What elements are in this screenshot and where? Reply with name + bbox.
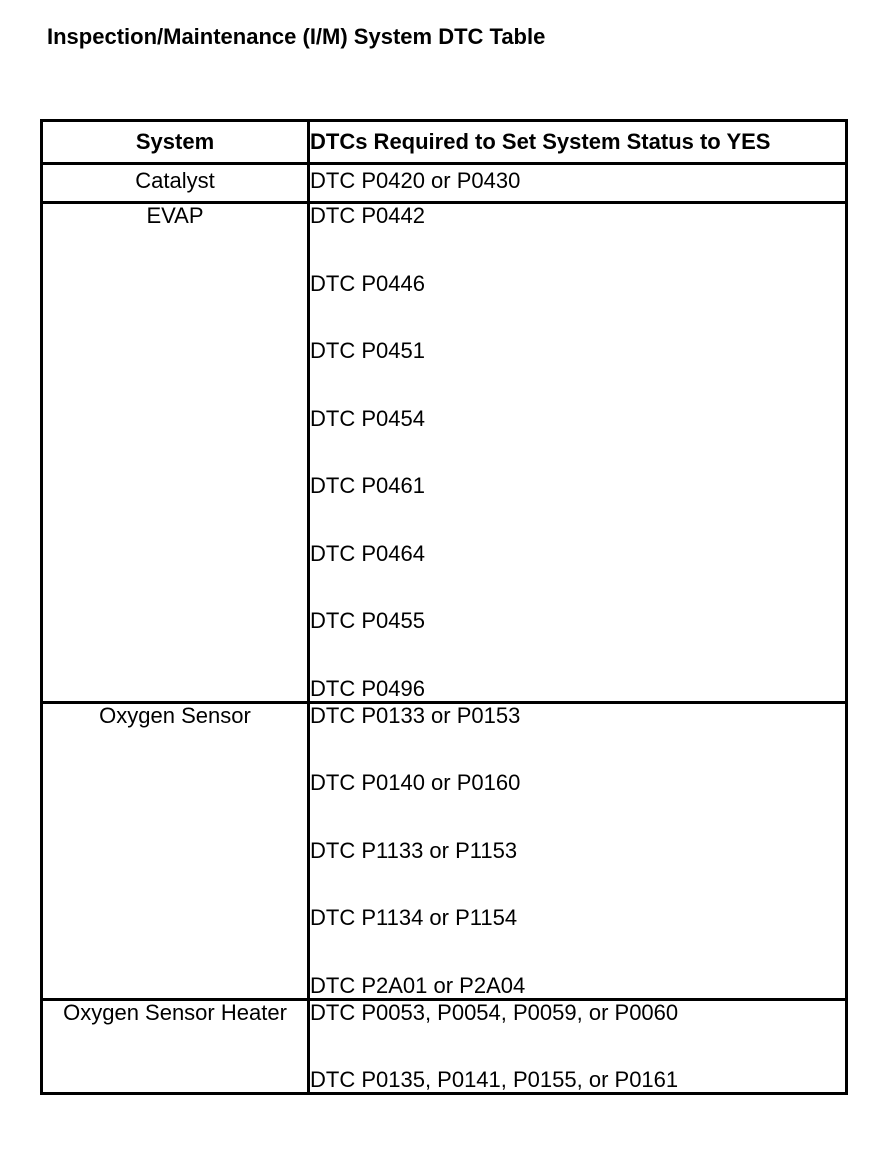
dtc-cell — [309, 702, 847, 999]
dtc-cell — [309, 164, 847, 203]
system-cell: EVAP — [42, 203, 309, 703]
column-header-dtcs: DTCs Required to Set System Status to YES — [309, 121, 847, 164]
dtc-entry: DTC P0455 — [310, 608, 425, 633]
system-cell: Oxygen Sensor Heater — [42, 999, 309, 1094]
dtc-entry: DTC P0420 or P0430 — [310, 168, 521, 193]
system-cell: Oxygen Sensor — [42, 702, 309, 999]
dtc-entry: DTC P0496 — [310, 675, 425, 701]
dtc-cell — [309, 203, 847, 703]
dtc-table — [40, 119, 848, 1095]
table-row-evap — [42, 203, 847, 703]
dtc-entry: DTC P0442 — [310, 203, 425, 228]
dtc-entry: DTC P1134 or P1154 — [310, 905, 518, 930]
table-header-row — [42, 121, 847, 164]
table-row-catalyst — [42, 164, 847, 203]
dtc-entry: DTC P2A01 or P2A04 — [310, 972, 526, 998]
dtc-entry: DTC P0454 — [310, 405, 425, 431]
dtc-cell — [309, 999, 847, 1094]
dtc-entry: DTC P0053, P0054, P0059, or P0060 — [310, 999, 679, 1025]
page-title: Inspection/Maintenance (I/M) System DTC Table — [47, 24, 546, 49]
dtc-entry: DTC P0140 or P0160 — [310, 770, 521, 795]
dtc-entry: DTC P0133 or P0153 — [310, 702, 521, 728]
system-cell: Catalyst — [42, 164, 309, 203]
dtc-entry: DTC P0446 — [310, 270, 425, 296]
column-header-system: System — [42, 121, 309, 164]
dtc-entry: DTC P0461 — [310, 473, 425, 498]
dtc-entry: DTC P0451 — [310, 338, 425, 363]
table-row-oxygen-sensor — [42, 702, 847, 999]
dtc-entry: DTC P0135, P0141, P0155, or P0161 — [310, 1067, 679, 1092]
dtc-entry: DTC P0464 — [310, 540, 425, 566]
dtc-entry: DTC P1133 or P1153 — [310, 837, 518, 863]
table-row-oxygen-sensor-heater — [42, 999, 847, 1094]
